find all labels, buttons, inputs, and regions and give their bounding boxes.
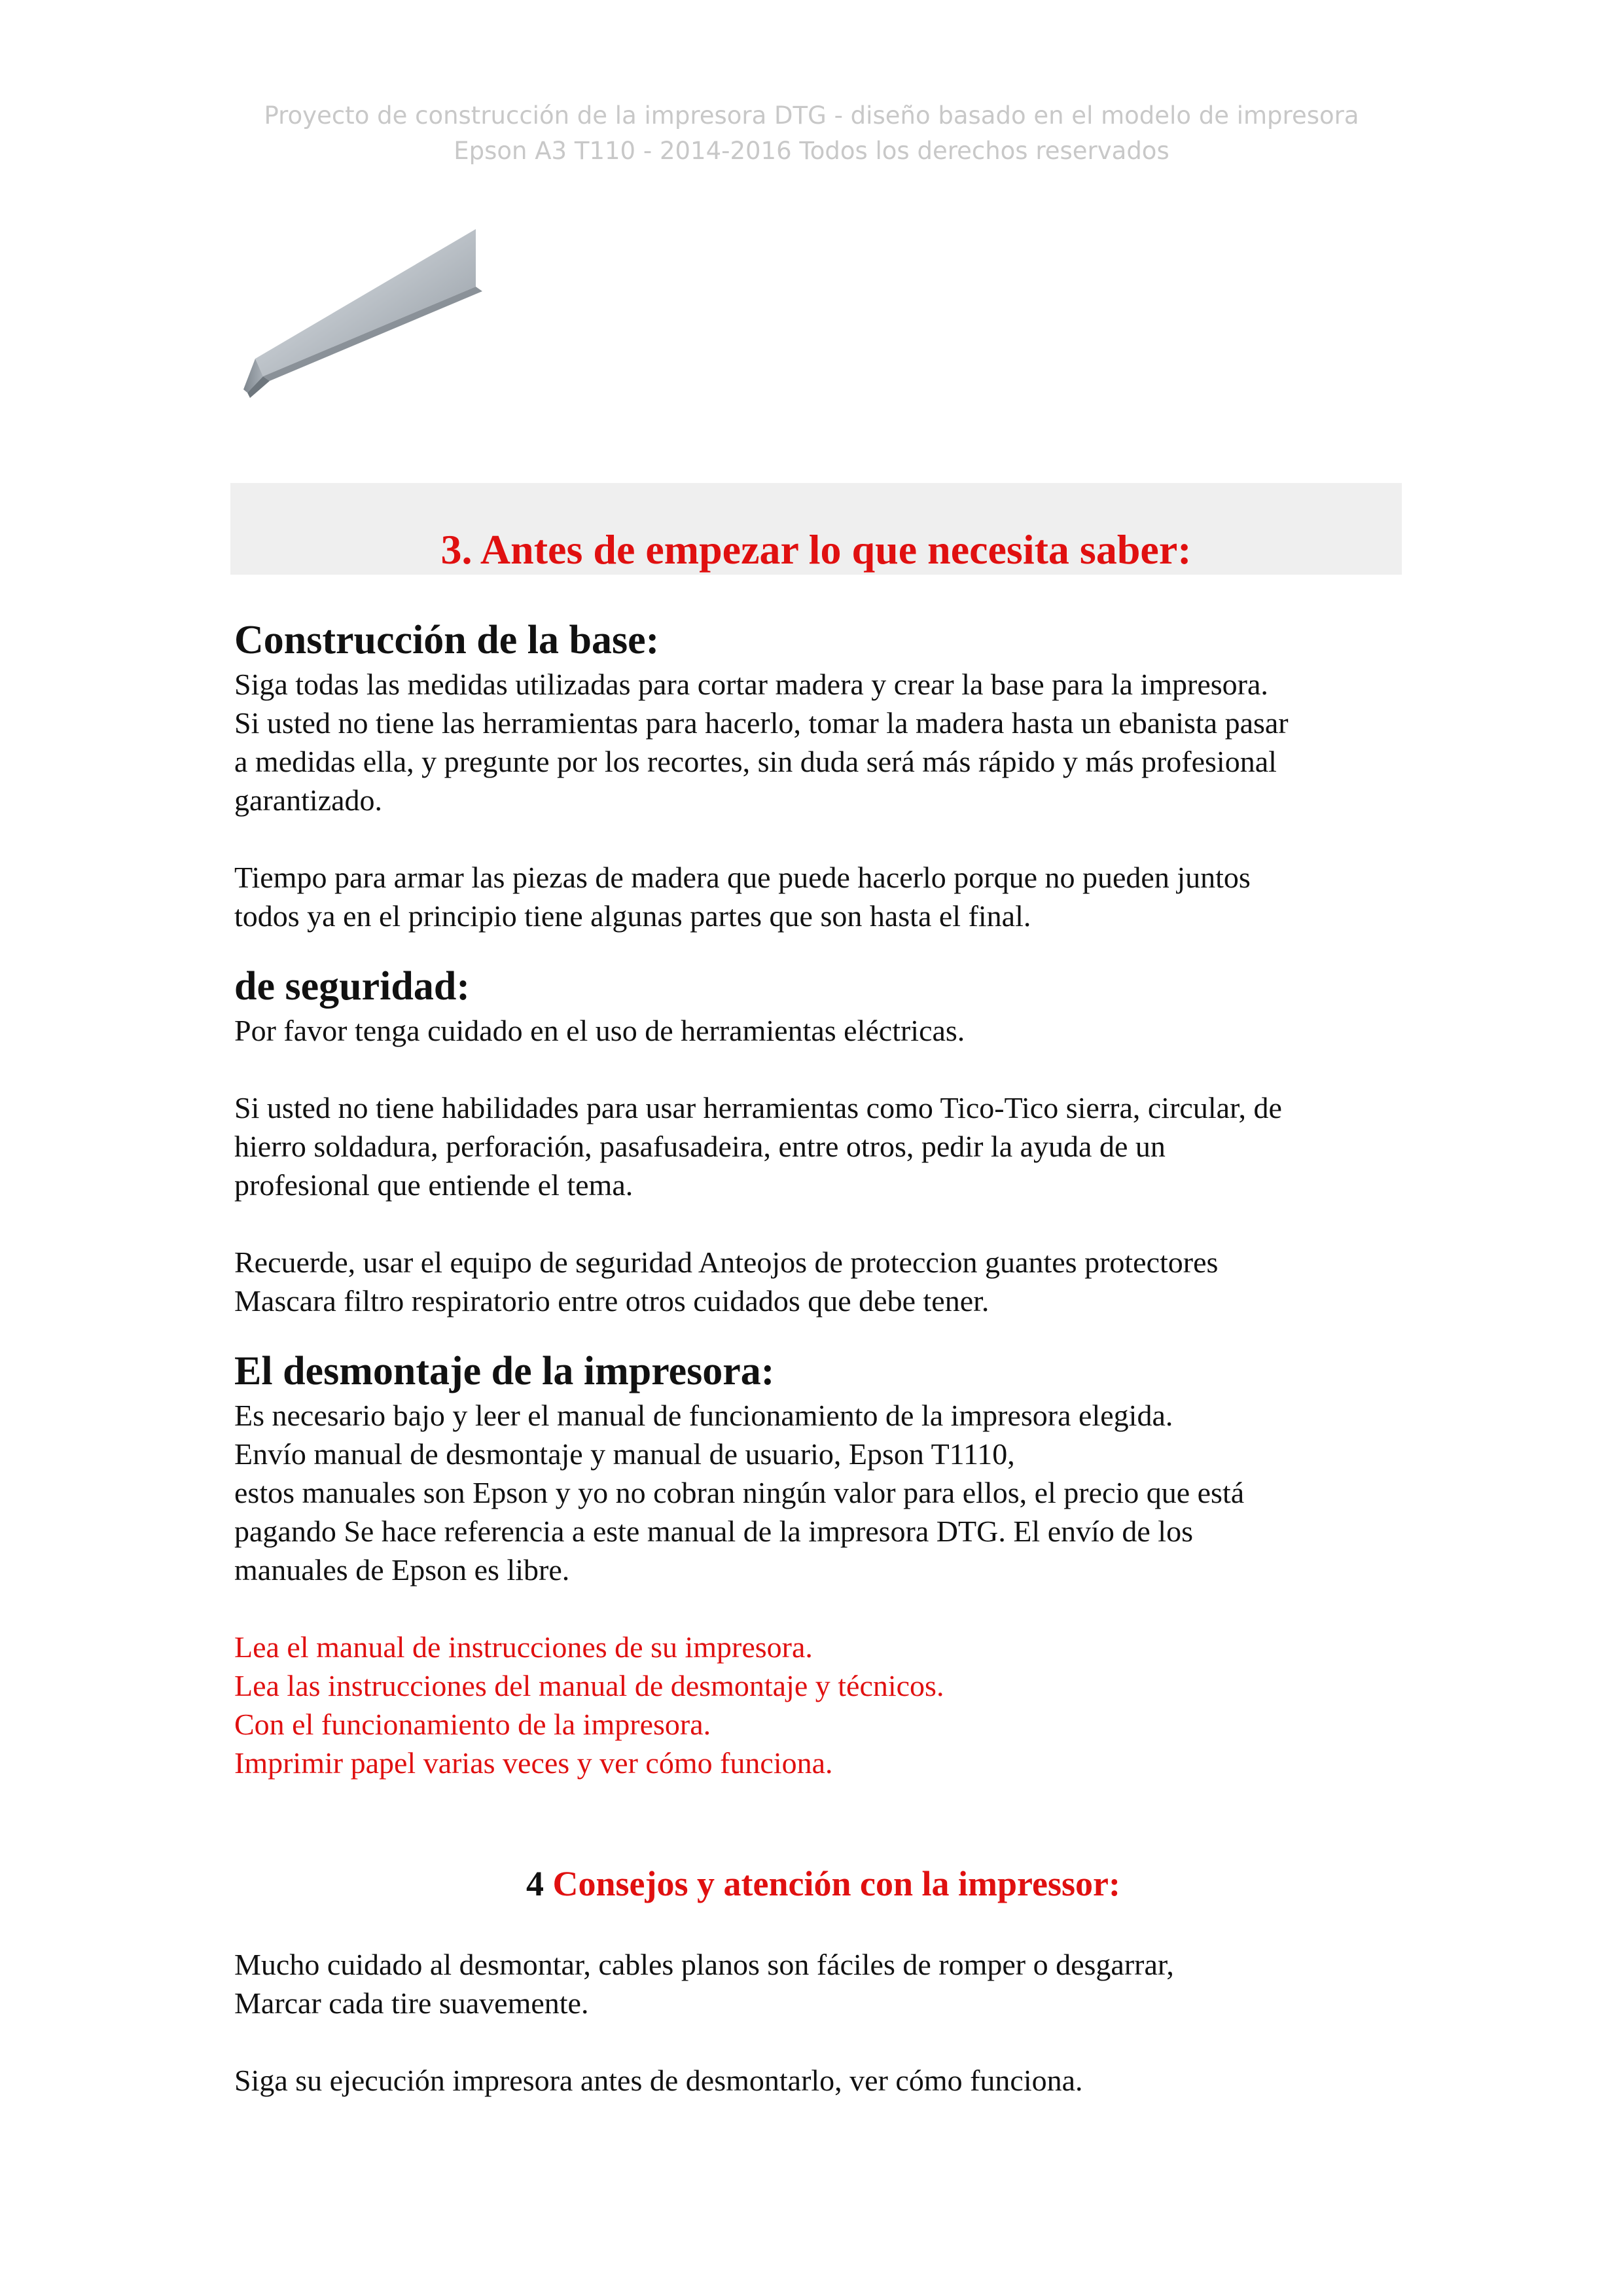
base-para-2-line-1: Tiempo para armar las piezas de madera que puede hacerlo porque no pueden juntos — [234, 861, 1251, 894]
seguridad-para-2-line-2: hierro soldadura, perforación, pasafusadeira, entre otros, pedir la ayuda de un — [234, 1130, 1166, 1163]
seguridad-para-1: Por favor tenga cuidado en el uso de herramientas eléctricas. — [234, 1014, 965, 1047]
section-4-title — [234, 1861, 1412, 1907]
desmontaje-heading: El desmontaje de la impresora: — [234, 1349, 775, 1393]
base-para-1-line-2: Si usted no tiene las herramientas para hacerlo, tomar la madera hasta un ebanista pasar — [234, 706, 1289, 740]
seguridad-para-2-line-1: Si usted no tiene habilidades para usar herramientas como Tico-Tico sierra, circular, de — [234, 1091, 1282, 1124]
seguridad-para-3-line-2: Mascara filtro respiratorio entre otros cuidados que debe tener. — [234, 1284, 990, 1318]
section-3-title: 3. Antes de empezar lo que necesita saber: — [440, 526, 1192, 573]
aluminum-angle-profile-image — [243, 229, 482, 399]
desmontaje-para-1-line-2: Envío manual de desmontaje y manual de usuario, Epson T1110, — [234, 1437, 1015, 1471]
desmontaje-para-1-line-4: pagando Se hace referencia a este manual de la impresora DTG. El envío de los — [234, 1515, 1193, 1548]
section-4-para-2: Siga su ejecución impresora antes de desmontarlo, ver cómo funciona. — [234, 2064, 1083, 2097]
red-list-item-2: Lea las instrucciones del manual de desmontaje y técnicos. — [234, 1669, 944, 1702]
seguridad-heading: de seguridad: — [234, 964, 470, 1009]
section-4-number: 4 — [526, 1864, 544, 1903]
desmontaje-para-1-line-3: estos manuales son Epson y yo no cobran ningún valor para ellos, el precio que está — [234, 1476, 1245, 1509]
seguridad-para-2-line-3: profesional que entiende el tema. — [234, 1168, 633, 1202]
base-para-1-line-3: a medidas ella, y pregunte por los recortes, sin duda será más rápido y más profesional — [234, 745, 1277, 778]
header-line-2: Epson A3 T110 - 2014-2016 Todos los derechos reservados — [454, 137, 1169, 165]
header-line-1: Proyecto de construcción de la impresora DTG - diseño basado en el modelo de impresora — [264, 101, 1359, 130]
base-para-1-line-1: Siga todas las medidas utilizadas para cortar madera y crear la base para la impresora. — [234, 668, 1268, 701]
base-para-1-line-4: garantizado. — [234, 783, 383, 817]
base-heading: Construcción de la base: — [234, 618, 660, 662]
seguridad-para-3-line-1: Recuerde, usar el equipo de seguridad Anteojos de proteccion guantes protectores — [234, 1246, 1219, 1279]
document-body — [234, 615, 1412, 2100]
section-4-title-text: Consejos y atención con la impressor: — [552, 1864, 1120, 1903]
section-4-para-1-line-1: Mucho cuidado al desmontar, cables planos son fáciles de romper o desgarrar, — [234, 1948, 1174, 1981]
page-header — [0, 98, 1623, 169]
red-list-item-3: Con el funcionamiento de la impresora. — [234, 1708, 711, 1741]
desmontaje-para-1-line-5: manuales de Epson es libre. — [234, 1553, 570, 1587]
section-4-para-1-line-2: Marcar cada tire suavemente. — [234, 1986, 589, 2020]
desmontaje-para-1-line-1: Es necesario bajo y leer el manual de funcionamiento de la impresora elegida. — [234, 1399, 1173, 1432]
base-para-2-line-2: todos ya en el principio tiene algunas partes que son hasta el final. — [234, 899, 1031, 933]
red-list-item-4: Imprimir papel varias veces y ver cómo funciona. — [234, 1746, 833, 1780]
red-list-item-1: Lea el manual de instrucciones de su impresora. — [234, 1630, 813, 1664]
